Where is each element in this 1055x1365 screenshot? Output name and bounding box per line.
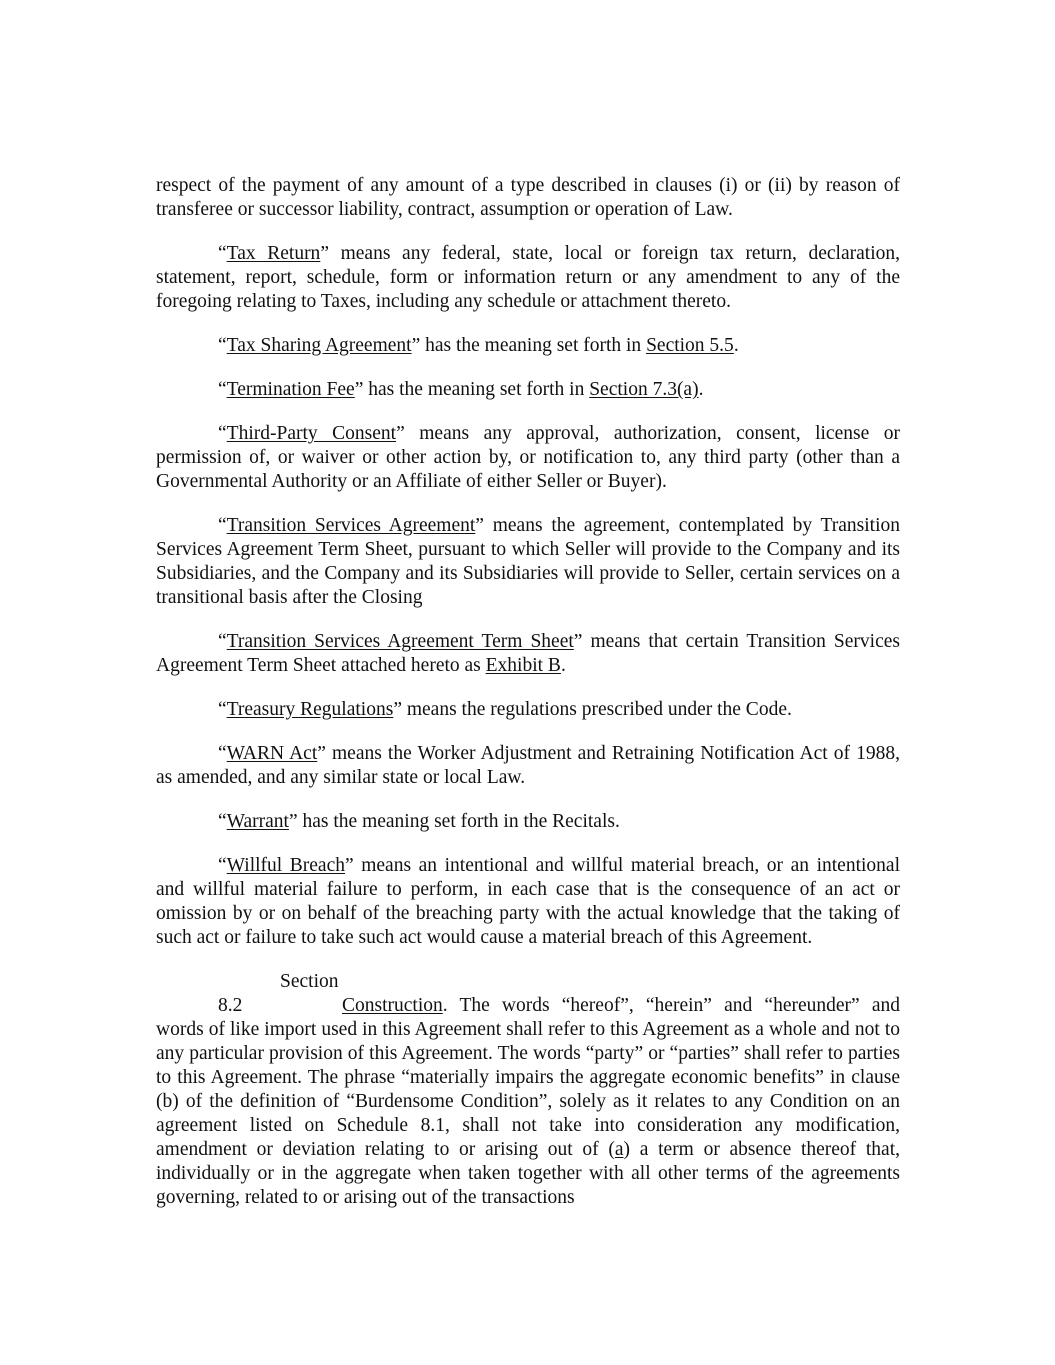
defined-term: Transition Services Agreement Term Sheet bbox=[226, 631, 574, 652]
defined-term: Willful Breach bbox=[226, 855, 345, 876]
definition-tsa-term-sheet bbox=[156, 630, 900, 678]
definition-end: . bbox=[733, 335, 739, 356]
document-page bbox=[156, 174, 900, 1230]
definition-willful-breach bbox=[156, 854, 900, 950]
open-quote: “ bbox=[218, 335, 227, 356]
defined-term: Transition Services Agreement bbox=[226, 515, 476, 536]
definition-text: ” means that certain Transition Services Agreement Term Sheet attached hereto as bbox=[156, 631, 900, 676]
defined-term: Third-Party Consent bbox=[226, 423, 397, 444]
section-reference: Section 5.5 bbox=[646, 335, 734, 356]
definition-text: ” has the meaning set forth in bbox=[411, 335, 647, 356]
definition-text: ” means the agreement, contemplated by Transition Services Agreement Term Sheet, pursuant to which Seller will provide to the Company and its Subsidiaries, and the Company and its Subsidiaries will provide to Seller, certain services on a transitional basis after the Closing bbox=[156, 515, 900, 608]
section-number: Section 8.2 bbox=[218, 971, 339, 1016]
definition-warn-act bbox=[156, 742, 900, 790]
open-quote: “ bbox=[218, 811, 227, 832]
definition-text: ” has the meaning set forth in the Recitals. bbox=[288, 811, 620, 832]
clause-letter: a bbox=[614, 1139, 624, 1160]
definition-treasury-regulations bbox=[156, 698, 900, 722]
definition-tax-sharing-agreement bbox=[156, 334, 900, 358]
section-title: Construction bbox=[342, 995, 443, 1016]
defined-term: Tax Sharing Agreement bbox=[226, 335, 412, 356]
definition-termination-fee bbox=[156, 378, 900, 402]
definition-end: . bbox=[698, 379, 704, 400]
open-quote: “ bbox=[218, 243, 227, 264]
definition-third-party-consent bbox=[156, 422, 900, 494]
definition-end: . bbox=[560, 655, 566, 676]
open-quote: “ bbox=[218, 631, 227, 652]
defined-term: Tax Return bbox=[226, 243, 321, 264]
open-quote: “ bbox=[218, 699, 227, 720]
definition-text: ” means any federal, state, local or foreign tax return, declaration, statement, report, schedule, form or information return or any amendment to any of the foregoing relating to Taxes, including any schedule or attachment thereto. bbox=[156, 243, 900, 312]
defined-term: WARN Act bbox=[226, 743, 318, 764]
paragraph-continuation: respect of the payment of any amount of a type described in clauses (i) or (ii) by reason of transferee or successor liability, contract, assumption or operation of Law. bbox=[156, 175, 900, 220]
definition-text: ” means any approval, authorization, consent, license or permission of, or waiver or other action by, or notification to, any third party (other than a Governmental Authority or an Affiliate of either Seller or Buyer). bbox=[156, 423, 900, 492]
definition-tax-return bbox=[156, 242, 900, 314]
section-text-continued: ) a term or absence thereof that, individually or in the aggregate when taken together with all other terms of the agreements governing, related to or arising out of the transactions bbox=[156, 1139, 900, 1208]
exhibit-reference: Exhibit B bbox=[485, 655, 561, 676]
defined-term: Warrant bbox=[226, 811, 289, 832]
definition-text: ” means an intentional and willful material breach, or an intentional and willful material failure to perform, in each case that is the consequence of an act or omission by or on behalf of the breaching party with the actual knowledge that the taking of such act or failure to take such act would cause a material breach of this Agreement. bbox=[156, 855, 900, 948]
open-quote: “ bbox=[218, 855, 227, 876]
definition-text: ” means the Worker Adjustment and Retraining Notification Act of 1988, as amended, and any similar state or local Law. bbox=[156, 743, 900, 788]
section-text: . The words “hereof”, “herein” and “hereunder” and words of like import used in this Agreement shall refer to this Agreement as a whole and not to any particular provision of this Agreement. The words “party” or “parties” shall refer to parties to this Agreement. The phrase “materially impairs the aggregate economic benefits” in clause (b) of the definition of “Burdensome Condition”, solely as it relates to any Condition on an agreement listed on Schedule 8.1, shall not take into consideration any modification, amendment or deviation relating to or arising out of ( bbox=[156, 995, 900, 1160]
open-quote: “ bbox=[218, 379, 227, 400]
definition-transition-services-agreement bbox=[156, 514, 900, 610]
open-quote: “ bbox=[218, 743, 227, 764]
definition-text: ” means the regulations prescribed under the Code. bbox=[393, 699, 792, 720]
definition-warrant bbox=[156, 810, 900, 834]
section-reference: Section 7.3(a) bbox=[589, 379, 699, 400]
defined-term: Termination Fee bbox=[226, 379, 355, 400]
section-8-2-construction bbox=[156, 970, 900, 1210]
definition-text: ” has the meaning set forth in bbox=[354, 379, 590, 400]
open-quote: “ bbox=[218, 515, 227, 536]
open-quote: “ bbox=[218, 423, 227, 444]
defined-term: Treasury Regulations bbox=[226, 699, 394, 720]
